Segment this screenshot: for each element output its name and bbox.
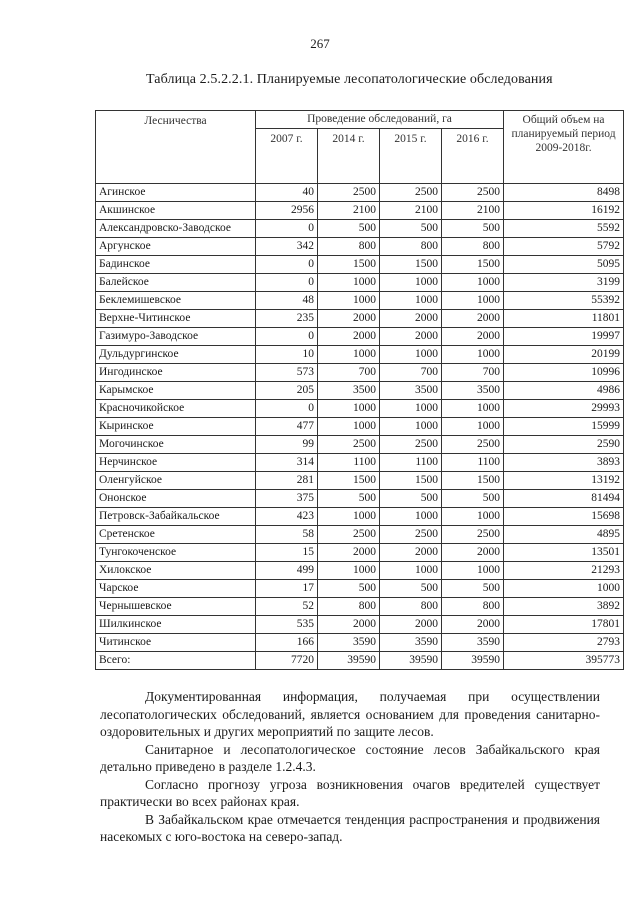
year-value-cell: 500 bbox=[380, 580, 442, 598]
year-value-cell: 0 bbox=[256, 256, 318, 274]
year-value-cell: 500 bbox=[442, 220, 504, 238]
year-value-cell: 2000 bbox=[380, 616, 442, 634]
total-volume-cell: 11801 bbox=[504, 310, 624, 328]
year-value-cell: 2000 bbox=[380, 328, 442, 346]
paragraph: Согласно прогнозу угроза возникновения очагов вредителей существует практически во всех районах края. bbox=[100, 776, 600, 809]
forestry-name-cell: Чарское bbox=[96, 580, 256, 598]
year-value-cell: 1500 bbox=[318, 472, 380, 490]
year-value-cell: 800 bbox=[380, 238, 442, 256]
total-volume-cell: 55392 bbox=[504, 292, 624, 310]
total-volume-cell: 4895 bbox=[504, 526, 624, 544]
year-value-cell: 39590 bbox=[318, 652, 380, 670]
year-value-cell: 1000 bbox=[442, 274, 504, 292]
year-value-cell: 2500 bbox=[442, 526, 504, 544]
table-row bbox=[96, 400, 624, 418]
year-value-cell: 1000 bbox=[318, 508, 380, 526]
forestry-name-cell: Акшинское bbox=[96, 202, 256, 220]
year-value-cell: 500 bbox=[318, 490, 380, 508]
total-volume-cell: 17801 bbox=[504, 616, 624, 634]
year-value-cell: 1100 bbox=[380, 454, 442, 472]
table-row bbox=[96, 274, 624, 292]
forestry-name-cell: Балейское bbox=[96, 274, 256, 292]
forestry-name-cell: Тунгокоченское bbox=[96, 544, 256, 562]
table-body bbox=[96, 184, 624, 670]
table-row bbox=[96, 490, 624, 508]
year-value-cell: 0 bbox=[256, 328, 318, 346]
total-volume-cell: 4986 bbox=[504, 382, 624, 400]
year-value-cell: 1000 bbox=[318, 400, 380, 418]
survey-table bbox=[95, 110, 624, 670]
forestry-name-cell: Красночикойское bbox=[96, 400, 256, 418]
year-value-cell: 1000 bbox=[380, 508, 442, 526]
forestry-name-cell: Шилкинское bbox=[96, 616, 256, 634]
year-value-cell: 39590 bbox=[380, 652, 442, 670]
total-volume-cell: 395773 bbox=[504, 652, 624, 670]
total-volume-cell: 19997 bbox=[504, 328, 624, 346]
table-caption: Таблица 2.5.2.2.1. Планируемые лесопатологические обследования bbox=[146, 72, 553, 87]
table-row bbox=[96, 472, 624, 490]
total-volume-cell: 81494 bbox=[504, 490, 624, 508]
forestry-name-cell: Могочинское bbox=[96, 436, 256, 454]
header-total-volume: Общий объем на планируемый период 2009-2018г. bbox=[504, 111, 624, 184]
table-row bbox=[96, 544, 624, 562]
year-value-cell: 2100 bbox=[380, 202, 442, 220]
year-value-cell: 281 bbox=[256, 472, 318, 490]
year-value-cell: 15 bbox=[256, 544, 318, 562]
total-volume-cell: 5592 bbox=[504, 220, 624, 238]
year-value-cell: 1000 bbox=[380, 400, 442, 418]
year-value-cell: 1000 bbox=[318, 346, 380, 364]
year-value-cell: 2000 bbox=[442, 616, 504, 634]
total-volume-cell: 3893 bbox=[504, 454, 624, 472]
year-value-cell: 0 bbox=[256, 400, 318, 418]
year-value-cell: 1000 bbox=[318, 562, 380, 580]
year-value-cell: 58 bbox=[256, 526, 318, 544]
table-row bbox=[96, 382, 624, 400]
year-value-cell: 2500 bbox=[318, 526, 380, 544]
forestry-name-cell: Дульдургинское bbox=[96, 346, 256, 364]
total-volume-cell: 16192 bbox=[504, 202, 624, 220]
year-value-cell: 2000 bbox=[318, 616, 380, 634]
year-value-cell: 2500 bbox=[442, 184, 504, 202]
forestry-name-cell: Кыринское bbox=[96, 418, 256, 436]
paragraph: В Забайкальском крае отмечается тенденция распространения и продвижения насекомых с юго-востока на северо-запад. bbox=[100, 811, 600, 844]
year-value-cell: 1500 bbox=[318, 256, 380, 274]
year-value-cell: 1000 bbox=[442, 562, 504, 580]
total-volume-cell: 2590 bbox=[504, 436, 624, 454]
year-value-cell: 500 bbox=[380, 490, 442, 508]
year-value-cell: 1000 bbox=[380, 292, 442, 310]
table-row bbox=[96, 454, 624, 472]
year-value-cell: 1000 bbox=[380, 418, 442, 436]
year-value-cell: 535 bbox=[256, 616, 318, 634]
year-value-cell: 1000 bbox=[318, 418, 380, 436]
year-value-cell: 0 bbox=[256, 220, 318, 238]
forestry-name-cell: Аргунское bbox=[96, 238, 256, 256]
year-value-cell: 2100 bbox=[442, 202, 504, 220]
year-value-cell: 314 bbox=[256, 454, 318, 472]
table-row bbox=[96, 202, 624, 220]
year-value-cell: 2956 bbox=[256, 202, 318, 220]
year-value-cell: 500 bbox=[318, 220, 380, 238]
page-number: 267 bbox=[310, 36, 330, 51]
year-value-cell: 499 bbox=[256, 562, 318, 580]
year-value-cell: 1000 bbox=[442, 508, 504, 526]
year-value-cell: 2500 bbox=[380, 526, 442, 544]
year-value-cell: 17 bbox=[256, 580, 318, 598]
forestry-name-cell: Верхне-Читинское bbox=[96, 310, 256, 328]
year-value-cell: 1100 bbox=[318, 454, 380, 472]
table-row bbox=[96, 634, 624, 652]
total-volume-cell: 8498 bbox=[504, 184, 624, 202]
year-value-cell: 0 bbox=[256, 274, 318, 292]
table-row bbox=[96, 238, 624, 256]
year-value-cell: 2500 bbox=[318, 184, 380, 202]
table-row bbox=[96, 598, 624, 616]
year-value-cell: 3590 bbox=[380, 634, 442, 652]
table-row bbox=[96, 652, 624, 670]
year-value-cell: 700 bbox=[380, 364, 442, 382]
year-value-cell: 1000 bbox=[380, 562, 442, 580]
forestry-name-cell: Сретенское bbox=[96, 526, 256, 544]
header-year: 2007 г. bbox=[256, 129, 318, 184]
year-value-cell: 1000 bbox=[442, 400, 504, 418]
year-value-cell: 500 bbox=[442, 490, 504, 508]
forestry-name-cell: Петровск-Забайкальское bbox=[96, 508, 256, 526]
table-row bbox=[96, 310, 624, 328]
year-value-cell: 700 bbox=[442, 364, 504, 382]
forestry-name-cell: Газимуро-Заводское bbox=[96, 328, 256, 346]
year-value-cell: 1000 bbox=[442, 418, 504, 436]
year-value-cell: 2000 bbox=[442, 544, 504, 562]
total-volume-cell: 15698 bbox=[504, 508, 624, 526]
year-value-cell: 500 bbox=[318, 580, 380, 598]
year-value-cell: 7720 bbox=[256, 652, 318, 670]
year-value-cell: 500 bbox=[442, 580, 504, 598]
year-value-cell: 1500 bbox=[442, 472, 504, 490]
year-value-cell: 573 bbox=[256, 364, 318, 382]
forestry-name-cell: Чернышевское bbox=[96, 598, 256, 616]
year-value-cell: 1500 bbox=[380, 256, 442, 274]
year-value-cell: 40 bbox=[256, 184, 318, 202]
year-value-cell: 205 bbox=[256, 382, 318, 400]
year-value-cell: 1000 bbox=[442, 346, 504, 364]
year-value-cell: 2000 bbox=[318, 328, 380, 346]
header-year: 2015 г. bbox=[380, 129, 442, 184]
table-row bbox=[96, 418, 624, 436]
total-volume-cell: 20199 bbox=[504, 346, 624, 364]
table-row bbox=[96, 328, 624, 346]
table-row bbox=[96, 526, 624, 544]
total-volume-cell: 3199 bbox=[504, 274, 624, 292]
forestry-name-cell: Ингодинское bbox=[96, 364, 256, 382]
year-value-cell: 52 bbox=[256, 598, 318, 616]
total-volume-cell: 5792 bbox=[504, 238, 624, 256]
table-row bbox=[96, 616, 624, 634]
table-row bbox=[96, 508, 624, 526]
year-value-cell: 2500 bbox=[380, 436, 442, 454]
forestry-name-cell: Всего: bbox=[96, 652, 256, 670]
header-year: 2016 г. bbox=[442, 129, 504, 184]
year-value-cell: 2500 bbox=[318, 436, 380, 454]
year-value-cell: 3590 bbox=[318, 634, 380, 652]
year-value-cell: 3500 bbox=[380, 382, 442, 400]
year-value-cell: 2000 bbox=[380, 310, 442, 328]
table-row bbox=[96, 184, 624, 202]
header-survey-group: Проведение обследований, га bbox=[256, 111, 504, 129]
table-row bbox=[96, 220, 624, 238]
total-volume-cell: 5095 bbox=[504, 256, 624, 274]
year-value-cell: 375 bbox=[256, 490, 318, 508]
year-value-cell: 3500 bbox=[318, 382, 380, 400]
forestry-name-cell: Оленгуйское bbox=[96, 472, 256, 490]
year-value-cell: 800 bbox=[318, 238, 380, 256]
table-row bbox=[96, 436, 624, 454]
year-value-cell: 342 bbox=[256, 238, 318, 256]
year-value-cell: 1000 bbox=[318, 274, 380, 292]
forestry-name-cell: Хилокское bbox=[96, 562, 256, 580]
total-volume-cell: 21293 bbox=[504, 562, 624, 580]
year-value-cell: 800 bbox=[380, 598, 442, 616]
table-row bbox=[96, 292, 624, 310]
total-volume-cell: 1000 bbox=[504, 580, 624, 598]
year-value-cell: 2000 bbox=[318, 544, 380, 562]
forestry-name-cell: Агинское bbox=[96, 184, 256, 202]
total-volume-cell: 3892 bbox=[504, 598, 624, 616]
table-row bbox=[96, 256, 624, 274]
year-value-cell: 235 bbox=[256, 310, 318, 328]
total-volume-cell: 13192 bbox=[504, 472, 624, 490]
table-row bbox=[96, 364, 624, 382]
year-value-cell: 99 bbox=[256, 436, 318, 454]
total-volume-cell: 10996 bbox=[504, 364, 624, 382]
year-value-cell: 1500 bbox=[380, 472, 442, 490]
forestry-name-cell: Ононское bbox=[96, 490, 256, 508]
year-value-cell: 477 bbox=[256, 418, 318, 436]
year-value-cell: 500 bbox=[380, 220, 442, 238]
forestry-name-cell: Читинское bbox=[96, 634, 256, 652]
total-volume-cell: 29993 bbox=[504, 400, 624, 418]
year-value-cell: 2500 bbox=[380, 184, 442, 202]
year-value-cell: 1000 bbox=[380, 274, 442, 292]
table-row bbox=[96, 562, 624, 580]
header-year: 2014 г. bbox=[318, 129, 380, 184]
forestry-name-cell: Нерчинское bbox=[96, 454, 256, 472]
year-value-cell: 1000 bbox=[318, 292, 380, 310]
forestry-name-cell: Беклемишевское bbox=[96, 292, 256, 310]
paragraph: Документированная информация, получаемая при осуществлении лесопатологических обследований, является основанием для проведения санитарно-оздоровительных и других мероприятий по защите лесов. bbox=[100, 689, 600, 739]
forestry-name-cell: Александровско-Заводское bbox=[96, 220, 256, 238]
forestry-name-cell: Бадинское bbox=[96, 256, 256, 274]
paragraph: Санитарное и лесопатологическое состояние лесов Забайкальского края детально приведено в разделе 1.2.4.3. bbox=[100, 741, 600, 774]
header-forestry: Лесничества bbox=[96, 111, 256, 184]
year-value-cell: 39590 bbox=[442, 652, 504, 670]
year-value-cell: 1000 bbox=[380, 346, 442, 364]
year-value-cell: 48 bbox=[256, 292, 318, 310]
year-value-cell: 423 bbox=[256, 508, 318, 526]
year-value-cell: 800 bbox=[442, 598, 504, 616]
year-value-cell: 2000 bbox=[318, 310, 380, 328]
year-value-cell: 2500 bbox=[442, 436, 504, 454]
year-value-cell: 2000 bbox=[442, 328, 504, 346]
year-value-cell: 800 bbox=[442, 238, 504, 256]
year-value-cell: 1000 bbox=[442, 292, 504, 310]
year-value-cell: 1500 bbox=[442, 256, 504, 274]
total-volume-cell: 15999 bbox=[504, 418, 624, 436]
year-value-cell: 800 bbox=[318, 598, 380, 616]
year-value-cell: 1100 bbox=[442, 454, 504, 472]
year-value-cell: 3590 bbox=[442, 634, 504, 652]
total-volume-cell: 2793 bbox=[504, 634, 624, 652]
year-value-cell: 2100 bbox=[318, 202, 380, 220]
table-row bbox=[96, 346, 624, 364]
year-value-cell: 10 bbox=[256, 346, 318, 364]
year-value-cell: 3500 bbox=[442, 382, 504, 400]
year-value-cell: 2000 bbox=[442, 310, 504, 328]
body-text bbox=[100, 688, 600, 846]
year-value-cell: 166 bbox=[256, 634, 318, 652]
year-value-cell: 2000 bbox=[380, 544, 442, 562]
year-value-cell: 700 bbox=[318, 364, 380, 382]
table-row bbox=[96, 580, 624, 598]
forestry-name-cell: Карымское bbox=[96, 382, 256, 400]
total-volume-cell: 13501 bbox=[504, 544, 624, 562]
